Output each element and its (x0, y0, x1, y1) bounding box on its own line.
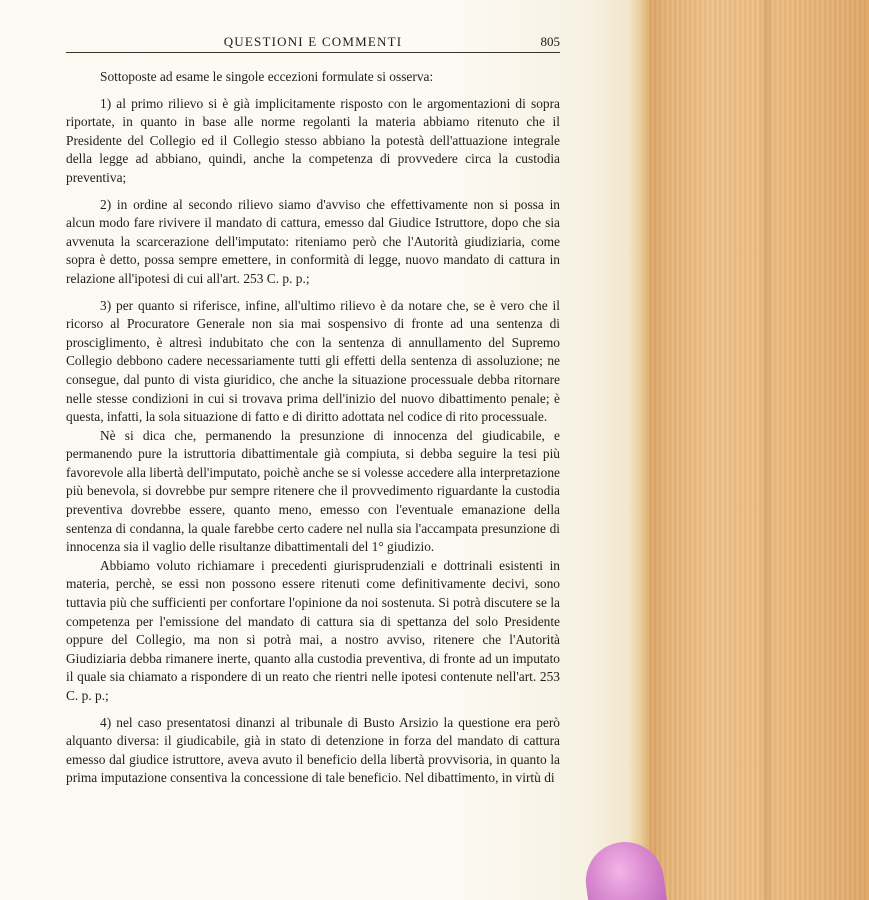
page-fold-shadow (628, 0, 650, 900)
paragraph-presumption: Nè si dica che, permanendo la presunzione di innocenza del giudicabile, e permanendo pure la istruttoria dibattimentale già compiuta, si debba seguire la tesi più favorevole alla libertà dell'imputato, poichè anche se si volesse accedere alla interpretazione più benevola, si dovrebbe pur sempre ritenere che il provvedimento riguardante la custodia preventiva dovrebbe essere, quanto meno, emesso con l'eventuale emanazione della sentenza di condanna, la quale farebbe certo cadere nel nulla sia l'accampata presunzione di innocenza sia il vaglio delle risultanze dibattimentali del 1° giudizio. (66, 427, 560, 555)
running-title: QUESTIONI E COMMENTI (223, 34, 403, 49)
article-body (66, 68, 560, 796)
page-header (66, 30, 560, 52)
paragraph-intro: Sottoposte ad esame le singole eccezioni formulate si osserva: (100, 69, 434, 84)
book-page-edges (645, 0, 869, 900)
header-rule (66, 52, 560, 53)
page-edge-shadow (760, 0, 774, 900)
page-number: 805 (540, 34, 560, 49)
paragraph-point-1: 1) al primo rilievo si è già implicitamente risposto con le argomentazioni di sopra riportate, in quanto in base alle norme regolanti la materia abbiamo ritenuto che il Presidente del Collegio ed il Collegio stesso abbiano la potestà dell'attuazione integrale della legge ad abbiano, quindi, anche la competenza di provvedere circa la custodia preventiva; (66, 95, 560, 185)
paragraph-precedents: Abbiamo voluto richiamare i precedenti giurisprudenziali e dottrinali esistenti in materia, perchè, se essi non possono essere ritenuti come definitivamente decivi, sono tuttavia più che sufficienti per confortare l'opinione da noi sostenuta. Si potrà discutere se la competenza per l'emissione del mandato di cattura sia di spettanza del solo Presidente oppure del Collegio, ma non si potrà mai, a nostro avviso, ritenere che l'Autorità Giudiziaria debba rimanere inerte, quanto alla custodia preventiva, di fronte ad un imputato il quale sia chiamato a rispondere di un reato che rientri nelle ipotesi contenute nell'art. 253 C. p. p.; (66, 557, 560, 703)
paragraph-point-4: 4) nel caso presentatosi dinanzi al tribunale di Busto Arsizio la questione era però alquanto diversa: il giudicabile, già in stato di detenzione in forza del mandato di cattura emesso dal giudice istruttore, aveva avuto il beneficio della libertà provvisoria, in quanto la prima imputazione consentiva la concessione di tale beneficio. Nel dibattimento, in virtù di (66, 714, 560, 786)
paragraph-point-2: 2) in ordine al secondo rilievo siamo d'avviso che effettivamente non si possa in alcun modo fare rivivere il mandato di cattura, emesso dal Giudice Istruttore, dopo che sia avvenuta la scarcerazione dell'imputato: riteniamo però che l'Autorità giudiziaria, come sopra è detto, possa sempre emettere, in conformità di legge, nuovo mandato di cattura in relazione all'ipotesi di cui all'art. 253 C. p. p.; (66, 196, 560, 286)
paragraph-point-3: 3) per quanto si riferisce, infine, all'ultimo rilievo è da notare che, se è vero che il ricorso al Procuratore Generale non sia mai sospensivo di fronte ad una sentenza di prosciglimento, è altresì indubitato che con la sentenza di annullamento del Supremo Collegio debbono cadere necessariamente tutti gli effetti della sentenza di assoluzione; ne consegue, dal punto di vista giuridico, che anche la situazione processuale debba ritornare nelle stesse condizioni in cui si trovava prima dell'inizio del nuovo dibattimento penale; è questa, infatti, la sola situazione di fatto e di diritto adottata nel codice di rito processuale. (66, 297, 560, 425)
